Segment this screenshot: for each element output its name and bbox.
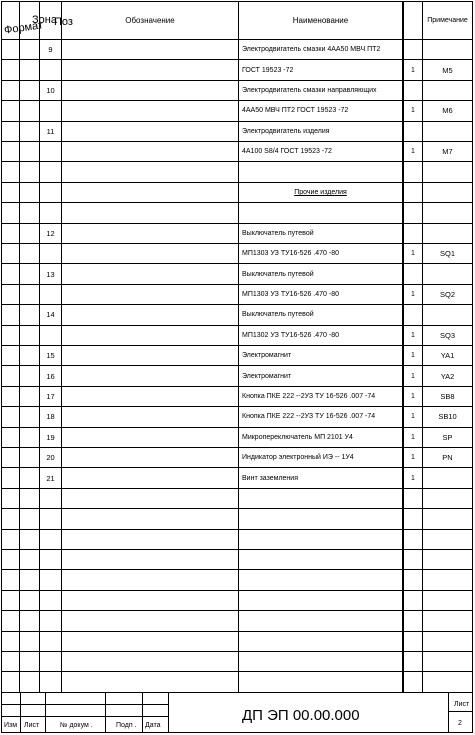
cell-position [40, 652, 62, 671]
cell-note [423, 264, 472, 283]
cell-designation [62, 122, 239, 141]
cell-designation [62, 530, 239, 549]
cell-zone [20, 162, 40, 181]
cell-position [40, 570, 62, 589]
cell-note [423, 224, 472, 243]
table-row [2, 60, 472, 80]
cell-position [40, 591, 62, 610]
cell-designation [62, 101, 239, 120]
cell-quantity: 1 [403, 101, 423, 120]
cell-name: Винт заземления [239, 468, 403, 487]
table-row [2, 407, 472, 427]
cell-position [40, 183, 62, 202]
table-row [2, 183, 472, 203]
cell-zone [20, 489, 40, 508]
cell-format [2, 550, 20, 569]
cell-name: Микропереключатель МП 2101 У4 [239, 428, 403, 447]
cell-designation [62, 550, 239, 569]
cell-quantity: 1 [403, 244, 423, 263]
cell-format [2, 509, 20, 528]
table-row [2, 285, 472, 305]
cell-name: ГОСТ 19523 -72 [239, 60, 403, 79]
cell-zone [20, 428, 40, 447]
cell-format [2, 652, 20, 671]
table-row [2, 387, 472, 407]
cell-zone [20, 101, 40, 120]
cell-position: 12 [40, 224, 62, 243]
cell-format [2, 244, 20, 263]
cell-quantity: 1 [403, 285, 423, 304]
table-row [2, 81, 472, 101]
cell-name: Выключатель путевой [239, 264, 403, 283]
cell-position: 17 [40, 387, 62, 406]
cell-note [423, 550, 472, 569]
cell-position [40, 550, 62, 569]
cell-quantity [403, 570, 423, 589]
cell-format [2, 468, 20, 487]
list-label: Лист [24, 722, 40, 729]
cell-zone [20, 224, 40, 243]
cell-quantity [403, 203, 423, 222]
cell-quantity: 1 [403, 448, 423, 467]
cell-quantity: 1 [403, 407, 423, 426]
table-row [2, 489, 472, 509]
header-pos [40, 2, 73, 40]
cell-designation [62, 162, 239, 181]
header-note [423, 2, 472, 40]
cell-name: Электродвигатель изделия [239, 122, 403, 141]
cell-designation [62, 591, 239, 610]
cell-position [40, 509, 62, 528]
cell-format [2, 632, 20, 651]
cell-quantity [403, 183, 423, 202]
spec-sheet [1, 1, 473, 733]
table-row [2, 652, 472, 672]
cell-quantity [403, 305, 423, 324]
cell-note: М5 [442, 65, 453, 75]
cell-quantity: 1 [403, 326, 423, 345]
table-row [2, 428, 472, 448]
cell-note: SQ3 [439, 330, 455, 340]
pos-label: Поз [54, 16, 73, 28]
header-qty [403, 2, 423, 40]
cell-name [239, 652, 403, 671]
cell-format [2, 162, 20, 181]
cell-note: М6 [442, 106, 453, 116]
cell-format [2, 60, 20, 79]
cell-quantity: 1 [403, 468, 423, 487]
header-designation [62, 2, 239, 40]
cell-position [40, 244, 62, 263]
cell-name [239, 509, 403, 528]
cell-quantity: 1 [403, 366, 423, 385]
cell-note [423, 652, 472, 671]
cell-position [40, 530, 62, 549]
table-row [2, 448, 472, 468]
table-row [2, 550, 472, 570]
izm-label: Изм [4, 722, 18, 729]
cell-position [40, 611, 62, 630]
cell-designation [62, 407, 239, 426]
cell-zone [20, 530, 40, 549]
cell-note [423, 611, 472, 630]
table-row [2, 468, 472, 488]
cell-zone [20, 40, 40, 59]
header-format [2, 2, 44, 40]
cell-note: SQ1 [439, 249, 455, 259]
cell-name [239, 632, 403, 651]
cell-designation [62, 40, 239, 59]
cell-name [239, 570, 403, 589]
table-row [2, 346, 472, 366]
cell-designation [62, 672, 239, 691]
cell-name: Индикатор электронный ИЭ -- 1У4 [239, 448, 403, 467]
sheet-number: 2 [458, 720, 462, 727]
cell-format [2, 101, 20, 120]
cell-format [2, 326, 20, 345]
cell-format [2, 81, 20, 100]
cell-designation [62, 632, 239, 651]
cell-name: 4А100 S8/4 ГОСТ 19523 -72 [239, 142, 403, 161]
cell-format [2, 142, 20, 161]
table-row [2, 591, 472, 611]
table-row [2, 142, 472, 162]
cell-quantity [403, 632, 423, 651]
cell-quantity [403, 530, 423, 549]
cell-zone [20, 305, 40, 324]
cell-format [2, 346, 20, 365]
cell-position: 18 [40, 407, 62, 426]
cell-note [423, 468, 472, 487]
cell-position: 20 [40, 448, 62, 467]
table-row [2, 509, 472, 529]
cell-name: МП1302 УЗ ТУ16-526 .470 -80 [239, 326, 403, 345]
cell-note: SP [442, 432, 453, 442]
cell-zone [20, 264, 40, 283]
cell-position: 10 [40, 81, 62, 100]
cell-format [2, 448, 20, 467]
cell-position [40, 203, 62, 222]
cell-quantity: 1 [403, 346, 423, 365]
cell-position [40, 632, 62, 651]
cell-name: Электромагнит [239, 346, 403, 365]
cell-quantity: 1 [403, 142, 423, 161]
cell-zone [20, 652, 40, 671]
cell-zone [20, 60, 40, 79]
cell-position [40, 489, 62, 508]
cell-format [2, 428, 20, 447]
cell-quantity: 1 [403, 387, 423, 406]
cell-name [239, 611, 403, 630]
cell-note: YA1 [440, 351, 455, 361]
cell-note: YA2 [440, 371, 455, 381]
cell-note [423, 305, 472, 324]
cell-zone [20, 632, 40, 651]
cell-note [423, 203, 472, 222]
cell-designation [62, 489, 239, 508]
cell-quantity [403, 81, 423, 100]
cell-format [2, 489, 20, 508]
table-row [2, 101, 472, 121]
cell-designation [62, 305, 239, 324]
cell-zone [20, 81, 40, 100]
cell-designation [62, 203, 239, 222]
cell-quantity [403, 591, 423, 610]
cell-name [239, 550, 403, 569]
cell-name: МП1303 УЗ ТУ16-526 .470 -80 [239, 285, 403, 304]
cell-designation [62, 326, 239, 345]
cell-designation [62, 285, 239, 304]
cell-zone [20, 570, 40, 589]
cell-designation [62, 224, 239, 243]
cell-position [40, 672, 62, 691]
cell-name: Электродвигатель смазки 4АА50 МВЧ ПТ2 [239, 40, 403, 59]
cell-note [423, 489, 472, 508]
table-row [2, 632, 472, 652]
cell-designation [62, 428, 239, 447]
cell-zone [20, 550, 40, 569]
cell-quantity [403, 224, 423, 243]
table-row [2, 672, 472, 692]
cell-quantity [403, 672, 423, 691]
cell-format [2, 305, 20, 324]
cell-note: М7 [442, 147, 453, 157]
cell-position [40, 101, 62, 120]
cell-position: 19 [40, 428, 62, 447]
cell-designation [62, 60, 239, 79]
cell-designation [62, 468, 239, 487]
table-row [2, 530, 472, 550]
cell-format [2, 122, 20, 141]
cell-note [423, 183, 472, 202]
cell-designation [62, 366, 239, 385]
table-row [2, 264, 472, 284]
cell-note [423, 509, 472, 528]
cell-zone [20, 387, 40, 406]
cell-zone [20, 591, 40, 610]
cell-note: SB8 [440, 391, 455, 401]
cell-quantity [403, 122, 423, 141]
cell-designation [62, 387, 239, 406]
sheet-label: Лист [454, 701, 470, 708]
cell-designation [62, 264, 239, 283]
cell-position: 21 [40, 468, 62, 487]
cell-format [2, 530, 20, 549]
title-block [2, 692, 472, 732]
table-row [2, 40, 472, 60]
table-row [2, 326, 472, 346]
cell-format [2, 285, 20, 304]
cell-designation [62, 448, 239, 467]
cell-zone [20, 326, 40, 345]
table-row [2, 224, 472, 244]
cell-name: Выключатель путевой [239, 305, 403, 324]
cell-note [423, 81, 472, 100]
cell-format [2, 407, 20, 426]
cell-format [2, 40, 20, 59]
cell-zone [20, 611, 40, 630]
cell-designation [62, 570, 239, 589]
cell-quantity: 1 [403, 60, 423, 79]
cell-zone [20, 366, 40, 385]
cell-format [2, 570, 20, 589]
cell-designation [62, 652, 239, 671]
cell-position: 14 [40, 305, 62, 324]
cell-name [239, 162, 403, 181]
name-label: Наименование [292, 16, 349, 25]
cell-note [423, 591, 472, 610]
cell-note: PN [442, 453, 453, 463]
note-label: Примечание [427, 17, 468, 24]
cell-format [2, 672, 20, 691]
table-row [2, 162, 472, 182]
cell-zone [20, 448, 40, 467]
cell-quantity [403, 40, 423, 59]
cell-quantity [403, 489, 423, 508]
cell-note [423, 530, 472, 549]
cell-position: 16 [40, 366, 62, 385]
cell-name [239, 530, 403, 549]
cell-name [239, 203, 403, 222]
cell-zone [20, 122, 40, 141]
table-row [2, 122, 472, 142]
table-row [2, 611, 472, 631]
doc-no-label: № докум . [60, 722, 93, 729]
zone-label: Зона [32, 14, 57, 26]
cell-designation [62, 509, 239, 528]
cell-designation [62, 346, 239, 365]
cell-note [423, 632, 472, 651]
cell-position [40, 60, 62, 79]
cell-designation [62, 611, 239, 630]
cell-zone [20, 285, 40, 304]
cell-note [423, 672, 472, 691]
cell-zone [20, 672, 40, 691]
document-code: ДП ЭП 00.00.000 [242, 707, 360, 724]
cell-format [2, 183, 20, 202]
cell-note [423, 570, 472, 589]
cell-designation [62, 183, 239, 202]
cell-name: МП1303 УЗ ТУ16-526 .470 -80 [239, 244, 403, 263]
cell-name [239, 591, 403, 610]
cell-name: Прочие изделия [239, 183, 403, 202]
table-row [2, 203, 472, 223]
cell-zone [20, 509, 40, 528]
cell-format [2, 224, 20, 243]
cell-position: 15 [40, 346, 62, 365]
cell-quantity: 1 [403, 428, 423, 447]
cell-format [2, 203, 20, 222]
cell-name [239, 672, 403, 691]
cell-name: Кнопка ПКЕ 222 --2УЗ ТУ 16-526 .007 -74 [239, 387, 403, 406]
cell-zone [20, 468, 40, 487]
cell-quantity [403, 264, 423, 283]
cell-name: Электродвигатель смазки направляющих [239, 81, 403, 100]
cell-note [423, 162, 472, 181]
cell-zone [20, 183, 40, 202]
cell-quantity [403, 652, 423, 671]
cell-quantity [403, 611, 423, 630]
cell-quantity [403, 162, 423, 181]
cell-position: 11 [40, 122, 62, 141]
cell-name: Кнопка ПКЕ 222 --2УЗ ТУ 16-526 .007 -74 [239, 407, 403, 426]
cell-position [40, 326, 62, 345]
cell-position [40, 285, 62, 304]
table-row [2, 305, 472, 325]
cell-format [2, 366, 20, 385]
cell-format [2, 387, 20, 406]
cell-note [423, 40, 472, 59]
cell-position: 9 [40, 40, 62, 59]
format-label: Формат [3, 19, 44, 37]
table-row [2, 366, 472, 386]
cell-designation [62, 142, 239, 161]
cell-position: 13 [40, 264, 62, 283]
cell-note: SQ2 [439, 289, 455, 299]
cell-position [40, 162, 62, 181]
table-row [2, 244, 472, 264]
cell-format [2, 611, 20, 630]
cell-zone [20, 407, 40, 426]
cell-name: Выключатель путевой [239, 224, 403, 243]
cell-position [40, 142, 62, 161]
cell-designation [62, 244, 239, 263]
designation-label: Обозначение [125, 16, 175, 25]
header-name [239, 2, 403, 40]
cell-zone [20, 142, 40, 161]
signature-label: Подп . [116, 722, 137, 729]
cell-name [239, 489, 403, 508]
cell-name: 4АА50 МВЧ ПТ2 ГОСТ 19523 -72 [239, 101, 403, 120]
cell-zone [20, 244, 40, 263]
cell-note: SB10 [438, 412, 457, 422]
cell-designation [62, 81, 239, 100]
cell-zone [20, 203, 40, 222]
cell-name: Электромагнит [239, 366, 403, 385]
cell-note [423, 122, 472, 141]
cell-format [2, 591, 20, 610]
cell-format [2, 264, 20, 283]
cell-quantity [403, 509, 423, 528]
cell-zone [20, 346, 40, 365]
cell-quantity [403, 550, 423, 569]
date-label: Дата [145, 722, 161, 729]
table-row [2, 570, 472, 590]
